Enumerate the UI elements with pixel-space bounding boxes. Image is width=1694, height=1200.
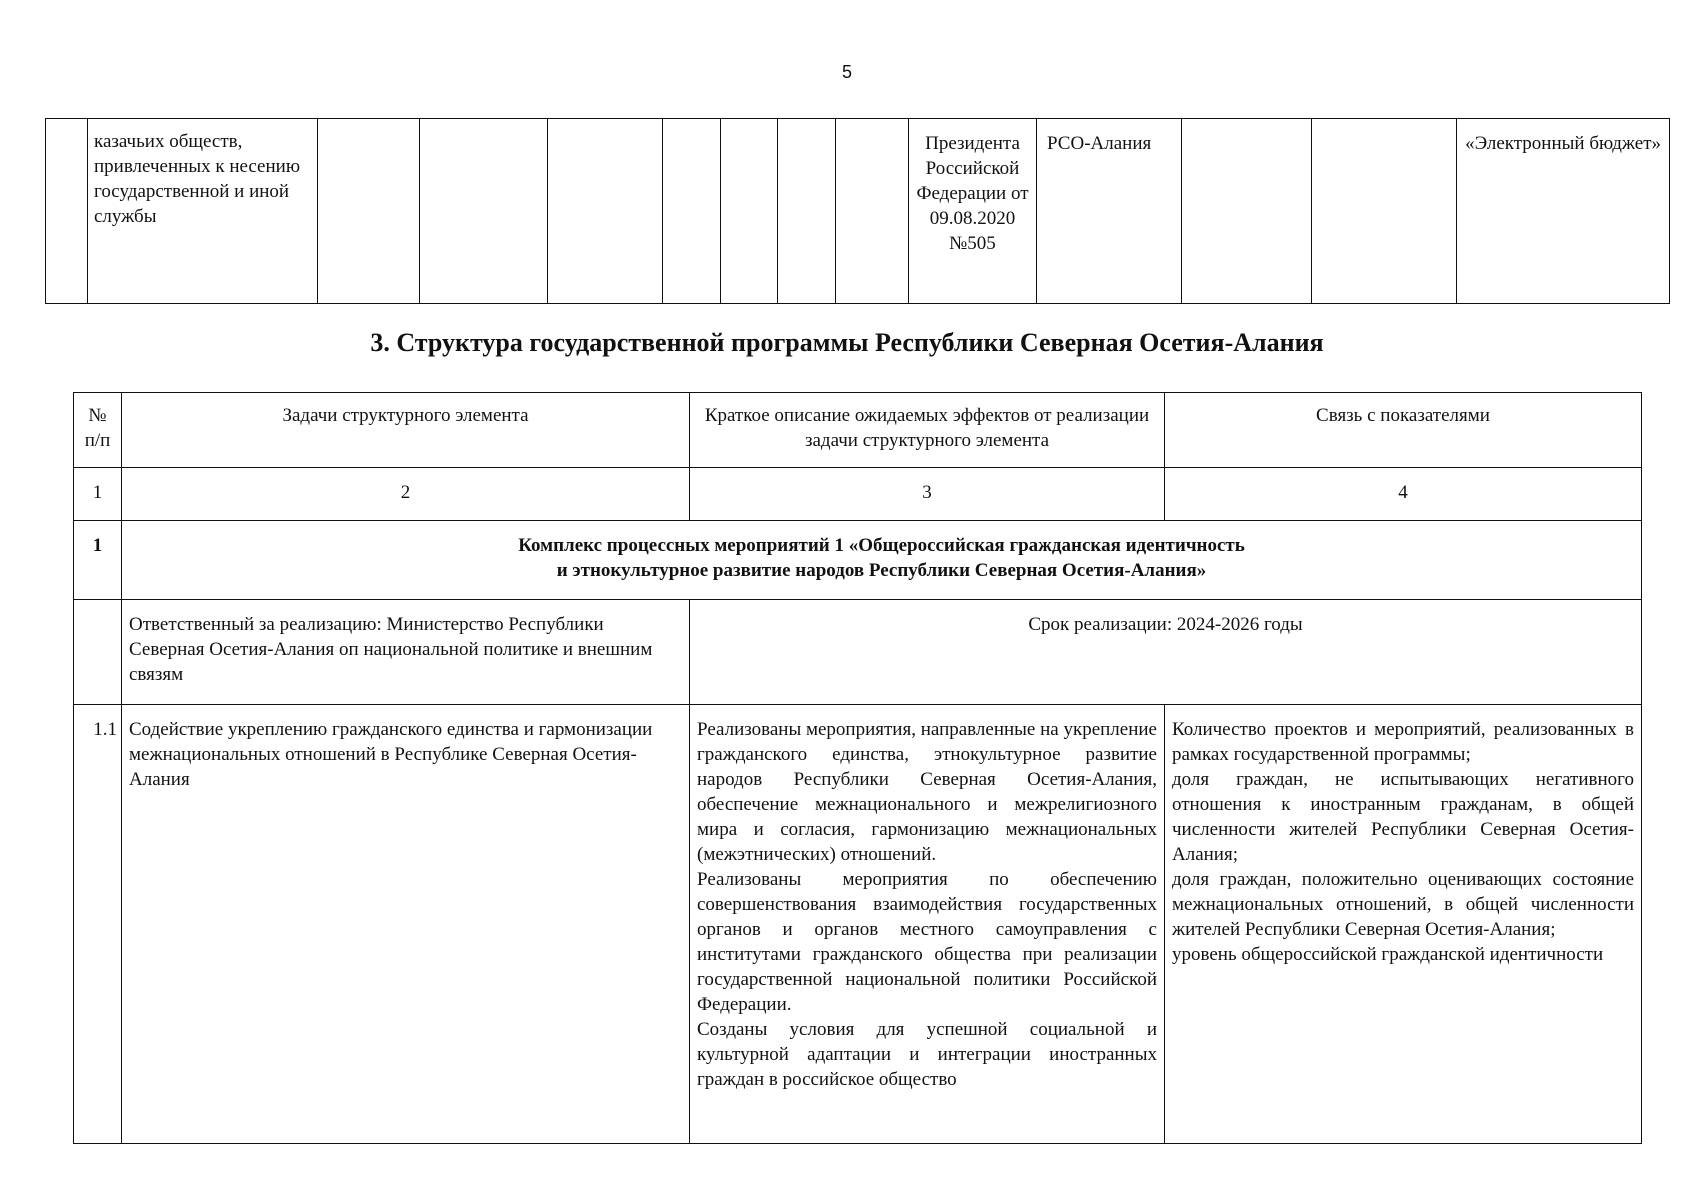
column-number: 3: [690, 468, 1165, 521]
complex-title: [122, 521, 1642, 600]
structure-table: [73, 392, 1642, 1144]
empty-cell: [663, 119, 721, 304]
empty-cell: [420, 119, 548, 304]
empty-cell: [74, 600, 122, 705]
empty-cell: [1312, 119, 1457, 304]
system-cell: «Электронный бюджет»: [1457, 119, 1670, 304]
indicator-item: Количество проектов и мероприятий, реализованных в рамках государственной программы;: [1172, 719, 1634, 765]
document-cell: Президента Российской Федерации от 09.08.2020 №505: [909, 119, 1037, 304]
column-number: 2: [122, 468, 690, 521]
page-number: 5: [841, 62, 852, 82]
effects-cell: [690, 705, 1165, 1144]
indicator-item: доля граждан, положительно оценивающих состояние межнациональных отношений, в общей численности жителей Республики Северная Осетия-Алания;: [1172, 869, 1634, 940]
empty-cell: [46, 119, 88, 304]
empty-cell: [836, 119, 909, 304]
column-number: 4: [1165, 468, 1642, 521]
header-link: Связь с показателями: [1165, 393, 1642, 468]
responsible-cell: Ответственный за реализацию: Министерство Республики Северная Осетия-Алания оп национальной политике и внешним связям: [122, 600, 690, 705]
indicator-item: доля граждан, не испытывающих негативного отношения к иностранным гражданам, в общей численности жителей Республики Северная Осетия-Алания;: [1172, 769, 1634, 865]
task-row: [74, 705, 1642, 1144]
header-tasks: Задачи структурного элемента: [122, 393, 690, 468]
complex-num: 1: [74, 521, 122, 600]
task-cell: казачьих обществ, привлеченных к несению государственной и иной службы: [88, 119, 318, 304]
responsible-row: [74, 600, 1642, 705]
effect-paragraph: Реализованы мероприятия, направленные на укрепление гражданского единства, этнокультурное развитие народов Республики Северная Осетия-Алания, обеспечение межнационального и межрелигиозного мира и согласия, гармонизацию межнациональных (межэтнических) отношений.: [697, 719, 1157, 865]
empty-cell: [778, 119, 836, 304]
task-num: 1.1: [74, 705, 122, 1144]
empty-cell: [548, 119, 663, 304]
complex-title-line-1: Комплекс процессных мероприятий 1 «Общероссийская гражданская идентичность: [518, 535, 1245, 556]
header-row: [74, 393, 1642, 468]
region-cell: РСО-Алания: [1037, 119, 1182, 304]
indicators-cell: [1165, 705, 1642, 1144]
task-cell: Содействие укреплению гражданского единства и гармонизации межнациональных отношений в Республике Северная Осетия-Алания: [122, 705, 690, 1144]
header-num: № п/п: [74, 393, 122, 468]
empty-cell: [721, 119, 778, 304]
column-number: 1: [74, 468, 122, 521]
continuation-row: [46, 119, 1670, 304]
effect-paragraph: Реализованы мероприятия по обеспечению совершенствования взаимодействия государственных органов и органов местного самоуправления с институтами гражданского общества при реализации государственной национальной политики Российской Федерации.: [697, 869, 1157, 1015]
empty-cell: [318, 119, 420, 304]
column-number-row: [74, 468, 1642, 521]
indicator-item: уровень общероссийской гражданской идентичности: [1172, 944, 1604, 965]
term-cell: Срок реализации: 2024-2026 годы: [690, 600, 1642, 705]
continuation-table: [45, 118, 1670, 304]
header-effects: Краткое описание ожидаемых эффектов от реализации задачи структурного элемента: [690, 393, 1165, 468]
complex-row: [74, 521, 1642, 600]
empty-cell: [1182, 119, 1312, 304]
complex-title-line-2: и этнокультурное развитие народов Республики Северная Осетия-Алания»: [556, 560, 1207, 581]
effect-paragraph: Созданы условия для успешной социальной и культурной адаптации и интеграции иностранных граждан в российское общество: [697, 1019, 1157, 1090]
section-heading: 3. Структура государственной программы Республики Северная Осетия-Алания: [370, 328, 1324, 357]
